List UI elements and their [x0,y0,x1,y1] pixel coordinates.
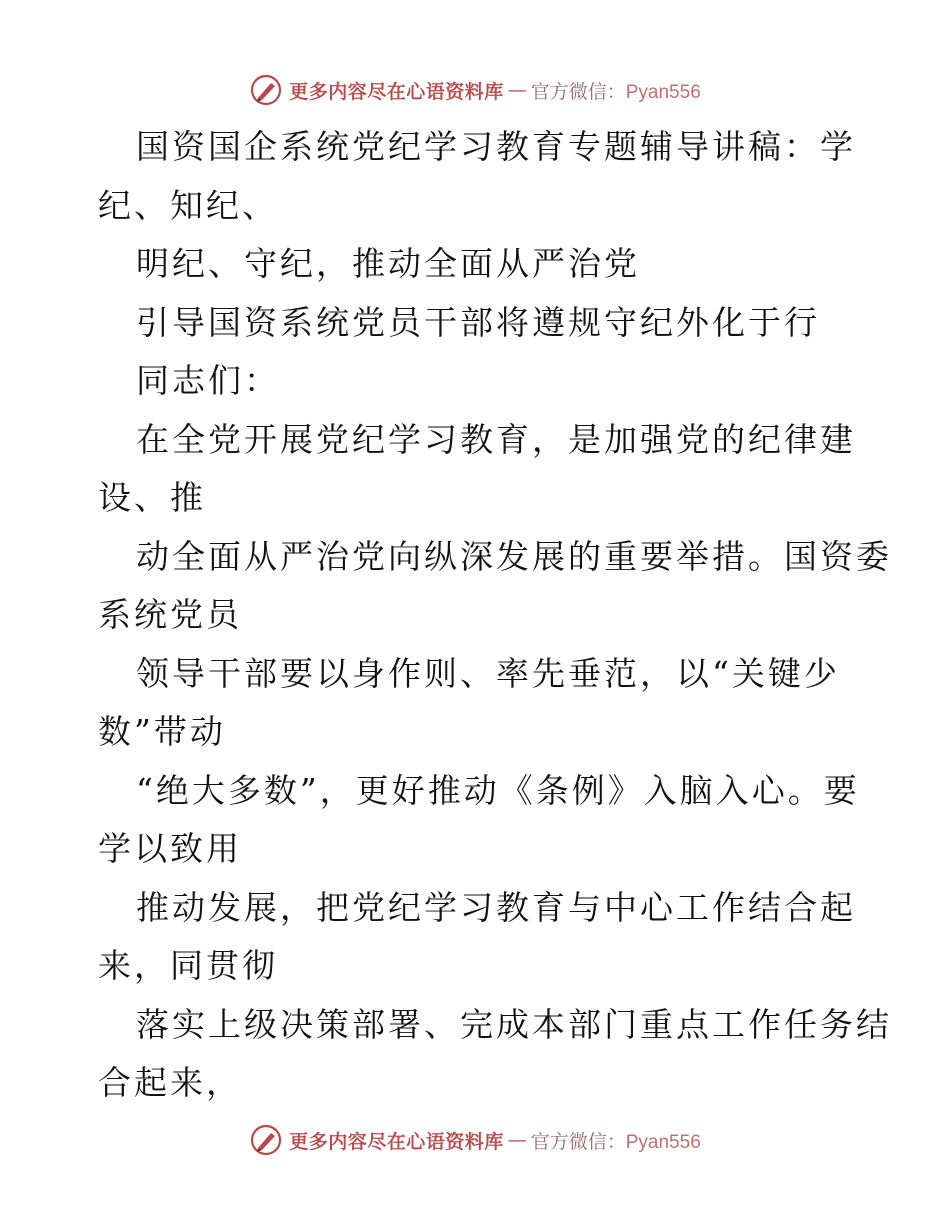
text-line: 数”带动 [98,712,226,751]
text-line: 同志们： [136,361,280,400]
banner-contact-label: 官方微信： [530,80,626,103]
banner-separator: — [507,79,527,101]
text-line: 落实上级决策部署、完成本部门重点工作任务结 [136,1004,892,1044]
text-line: 明纪、守纪，推动全面从严治党 [136,244,640,283]
document-body [98,118,892,1113]
banner-site-name: 更多内容尽在心语资料库 [289,80,504,103]
banner-contact-label: 官方微信： [530,1130,626,1153]
text-line: 设、推 [98,478,206,517]
header-watermark-banner [0,70,950,110]
text-line: 引导国资系统党员干部将遵规守纪外化于行 [136,302,820,342]
banner-contact-handle: Pyan556 [625,1131,701,1153]
text-line: 国资国企系统党纪学习教育专题辅导讲稿：学 [136,127,856,166]
banner-contact-handle: Pyan556 [625,81,701,103]
footer-watermark-banner [0,1120,950,1160]
text-line: 在全党开展党纪学习教育，是加强党的纪律建 [136,419,856,459]
text-line: 合起来， [98,1063,242,1102]
text-line: 纪、知纪、 [98,185,278,225]
text-line: 来，同贯彻 [98,946,278,985]
text-line: 领导干部要以身作则、率先垂范，以“关键少 [136,653,840,693]
text-line: 推动发展，把党纪学习教育与中心工作结合起 [136,887,856,927]
text-line: 系统党员 [98,595,242,634]
banner-site-name: 更多内容尽在心语资料库 [289,1130,504,1153]
text-line: 动全面从严治党向纵深发展的重要举措。国资委 [136,536,892,576]
banner-separator: — [507,1129,527,1151]
pen-circle-icon [249,73,283,107]
banner-contact [531,1127,701,1154]
text-line: 学以致用 [98,829,242,868]
banner-contact [531,77,701,104]
text-line: “绝大多数”，更好推动《条例》入脑入心。要 [136,770,860,810]
pen-circle-icon [249,1123,283,1157]
